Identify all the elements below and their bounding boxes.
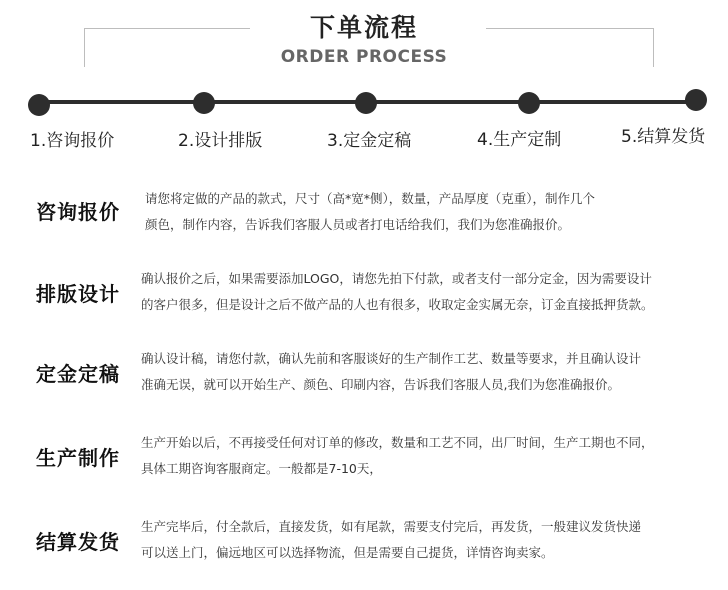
timeline-dot-4 <box>518 92 540 114</box>
section-title: 定金定稿 <box>36 362 120 386</box>
step-label-1: 1.咨询报价 <box>30 131 115 151</box>
section-line-2: 可以送上门，偏远地区可以选择物流，但是需要自己提货，详情咨询卖家。 <box>141 545 554 560</box>
section-title: 咨询报价 <box>36 200 120 224</box>
section-title: 排版设计 <box>36 282 120 306</box>
step-label-4: 4.生产定制 <box>477 130 562 150</box>
page-title: 下单流程 <box>309 13 418 42</box>
step-label-3: 3.定金定稿 <box>327 131 412 151</box>
section-line-2: 的客户很多，但是设计之后不做产品的人也有很多，收取定金实属无奈，订金直接抵押货款。 <box>141 297 654 312</box>
section-line-1: 确认报价之后，如果需要添加LOGO，请您先拍下付款，或者支付一部分定金，因为需要设计 <box>141 271 652 286</box>
timeline-dot-2 <box>193 92 215 114</box>
section-line-2: 准确无误，就可以开始生产、颜色、印刷内容，告诉我们客服人员,我们为您准确报价。 <box>141 377 620 392</box>
timeline-dot-1 <box>28 94 50 116</box>
section-line-1: 请您将定做的产品的款式，尺寸（高*宽*侧），数量，产品厚度（克重），制作几个 <box>145 191 596 206</box>
section-line-1: 生产完毕后，付全款后，直接发货，如有尾款，需要支付完后，再发货，一般建议发货快递 <box>141 519 642 534</box>
section-line-2: 颜色，制作内容，告诉我们客服人员或者打电话给我们，我们为您准确报价。 <box>145 217 571 232</box>
page-subtitle: ORDER PROCESS <box>280 47 448 67</box>
section-title: 生产制作 <box>36 446 120 470</box>
section-line-2: 具体工期咨询客服商定。一般都是7-10天， <box>141 461 382 476</box>
timeline-dot-3 <box>355 92 377 114</box>
section-line-1: 生产开始以后，不再接受任何对订单的修改，数量和工艺不同，出厂时间，生产工期也不同， <box>141 435 654 450</box>
step-label-5: 5.结算发货 <box>621 127 706 147</box>
step-label-2: 2.设计排版 <box>178 131 263 151</box>
section-title: 结算发货 <box>36 530 120 554</box>
section-line-1: 确认设计稿，请您付款，确认先前和客服谈好的生产制作工艺、数量等要求，并且确认设计 <box>141 351 642 366</box>
timeline-dot-5 <box>685 89 707 111</box>
